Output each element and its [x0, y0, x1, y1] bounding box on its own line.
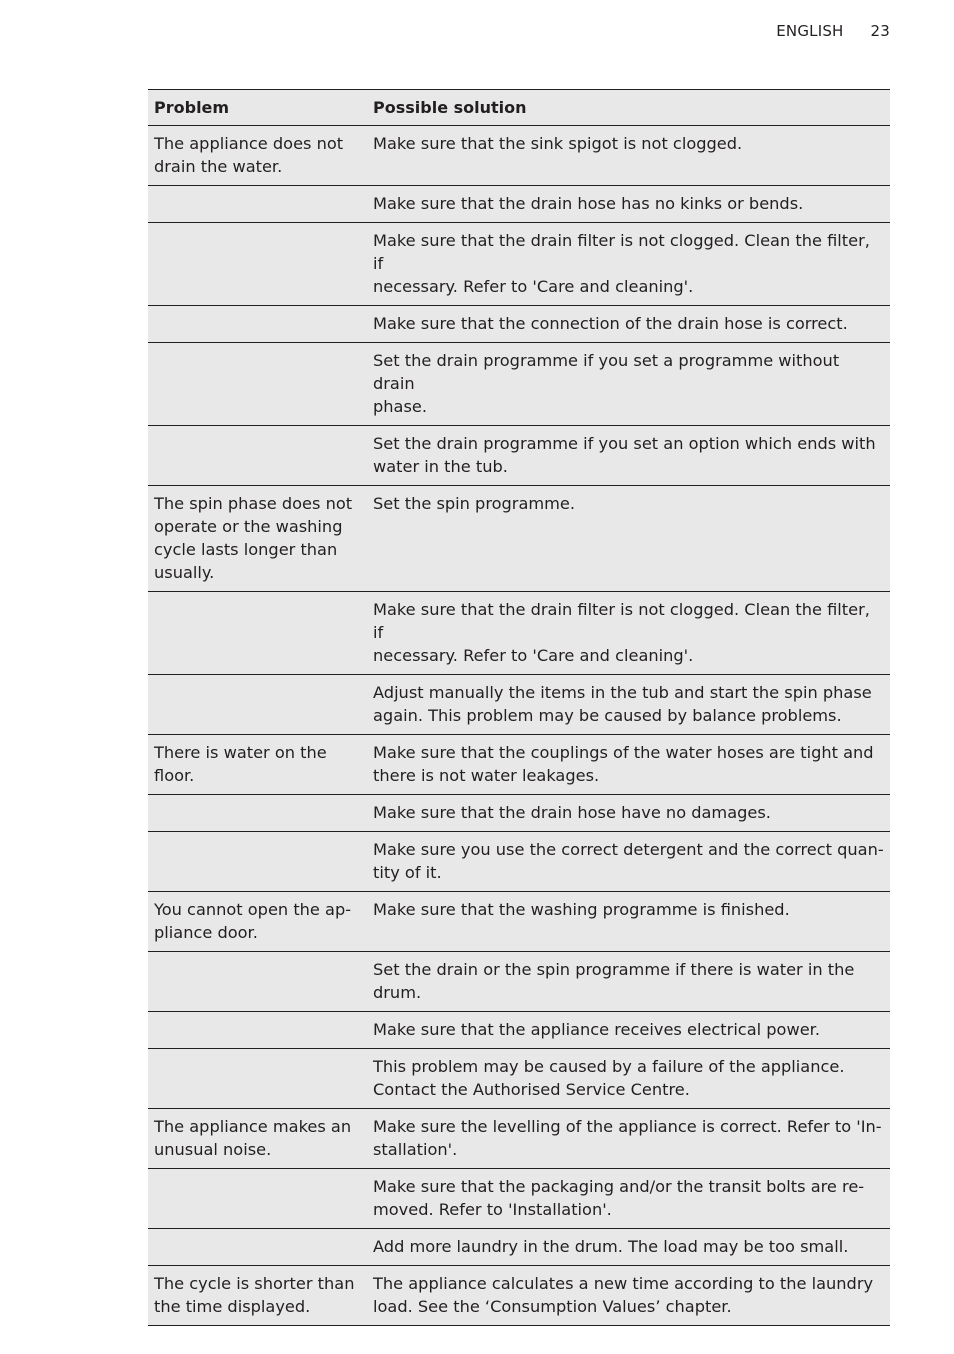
problem-cell [148, 1012, 367, 1048]
table-row [148, 952, 890, 1012]
problem-cell: The spin phase does not operate or the washing cycle lasts longer than usually. [154, 494, 353, 582]
problem-cell [148, 223, 367, 305]
problem-cell [148, 675, 367, 734]
table-row [148, 223, 890, 306]
table-row [148, 1012, 890, 1049]
problem-cell [148, 952, 367, 1011]
table-row [148, 1229, 890, 1266]
solution-cell: Make sure you use the correct detergent and the correct quan- tity of it. [373, 840, 884, 882]
column-header-problem: Problem [154, 98, 230, 117]
page-header [776, 22, 890, 40]
solution-cell: This problem may be caused by a failure of the appliance. Contact the Authorised Service Centre. [373, 1057, 845, 1099]
table-row [148, 306, 890, 343]
problem-cell [148, 186, 367, 222]
solution-cell: Make sure that the couplings of the water hoses are tight and there is not water leakages. [373, 743, 874, 785]
solution-cell: The appliance calculates a new time according to the laundry load. See the ‘Consumption Values’ chapter. [373, 1274, 874, 1316]
table-row [148, 126, 890, 186]
column-header-solution: Possible solution [373, 98, 527, 117]
table-row [148, 1266, 890, 1326]
solution-cell: Make sure that the connection of the drain hose is correct. [373, 314, 848, 333]
problem-cell [148, 1049, 367, 1108]
solution-cell: Set the spin programme. [373, 494, 576, 513]
table-row [148, 795, 890, 832]
problem-cell [148, 592, 367, 674]
table-row [148, 1169, 890, 1229]
solution-cell: Make sure that the packaging and/or the transit bolts are re- moved. Refer to 'Installation'. [373, 1177, 865, 1219]
solution-cell: Make sure that the sink spigot is not clogged. [373, 134, 743, 153]
language-label: ENGLISH [776, 22, 844, 40]
table-body [148, 126, 890, 1326]
problem-cell [148, 1169, 367, 1228]
problem-cell: The appliance does not drain the water. [154, 134, 344, 176]
table-header-row [148, 90, 890, 126]
solution-cell: Add more laundry in the drum. The load may be too small. [373, 1237, 849, 1256]
table-row [148, 426, 890, 486]
problem-cell: The appliance makes an unusual noise. [154, 1117, 352, 1159]
solution-cell: Make sure that the drain filter is not clogged. Clean the filter, if necessary. Refer to 'Care and cleaning'. [373, 600, 870, 665]
solution-cell: Make sure that the drain filter is not clogged. Clean the filter, if necessary. Refer to 'Care and cleaning'. [373, 231, 870, 296]
table-row [148, 892, 890, 952]
problem-cell: You cannot open the ap- pliance door. [154, 900, 352, 942]
problem-cell [148, 1229, 367, 1265]
problem-cell [148, 832, 367, 891]
solution-cell: Make sure the levelling of the appliance is correct. Refer to 'In- stallation'. [373, 1117, 882, 1159]
solution-cell: Set the drain programme if you set a programme without drain phase. [373, 351, 840, 416]
solution-cell: Make sure that the appliance receives electrical power. [373, 1020, 820, 1039]
problem-cell [148, 795, 367, 831]
table-row [148, 1049, 890, 1109]
problem-cell: The cycle is shorter than the time displayed. [154, 1274, 355, 1316]
table-row [148, 186, 890, 223]
solution-cell: Set the drain programme if you set an option which ends with water in the tub. [373, 434, 876, 476]
page-number: 23 [870, 22, 890, 40]
table-row [148, 486, 890, 592]
problem-cell [148, 306, 367, 342]
table-row [148, 735, 890, 795]
table-row [148, 1109, 890, 1169]
table-row [148, 343, 890, 426]
problem-cell [148, 343, 367, 425]
table-row [148, 592, 890, 675]
solution-cell: Set the drain or the spin programme if there is water in the drum. [373, 960, 855, 1002]
troubleshooting-table [148, 89, 890, 1326]
problem-cell [148, 426, 367, 485]
table-row [148, 675, 890, 735]
solution-cell: Make sure that the drain hose has no kinks or bends. [373, 194, 804, 213]
problem-cell: There is water on the floor. [154, 743, 327, 785]
solution-cell: Adjust manually the items in the tub and start the spin phase again. This problem may be caused by balance problems. [373, 683, 872, 725]
solution-cell: Make sure that the drain hose have no damages. [373, 803, 771, 822]
solution-cell: Make sure that the washing programme is finished. [373, 900, 790, 919]
table-row [148, 832, 890, 892]
